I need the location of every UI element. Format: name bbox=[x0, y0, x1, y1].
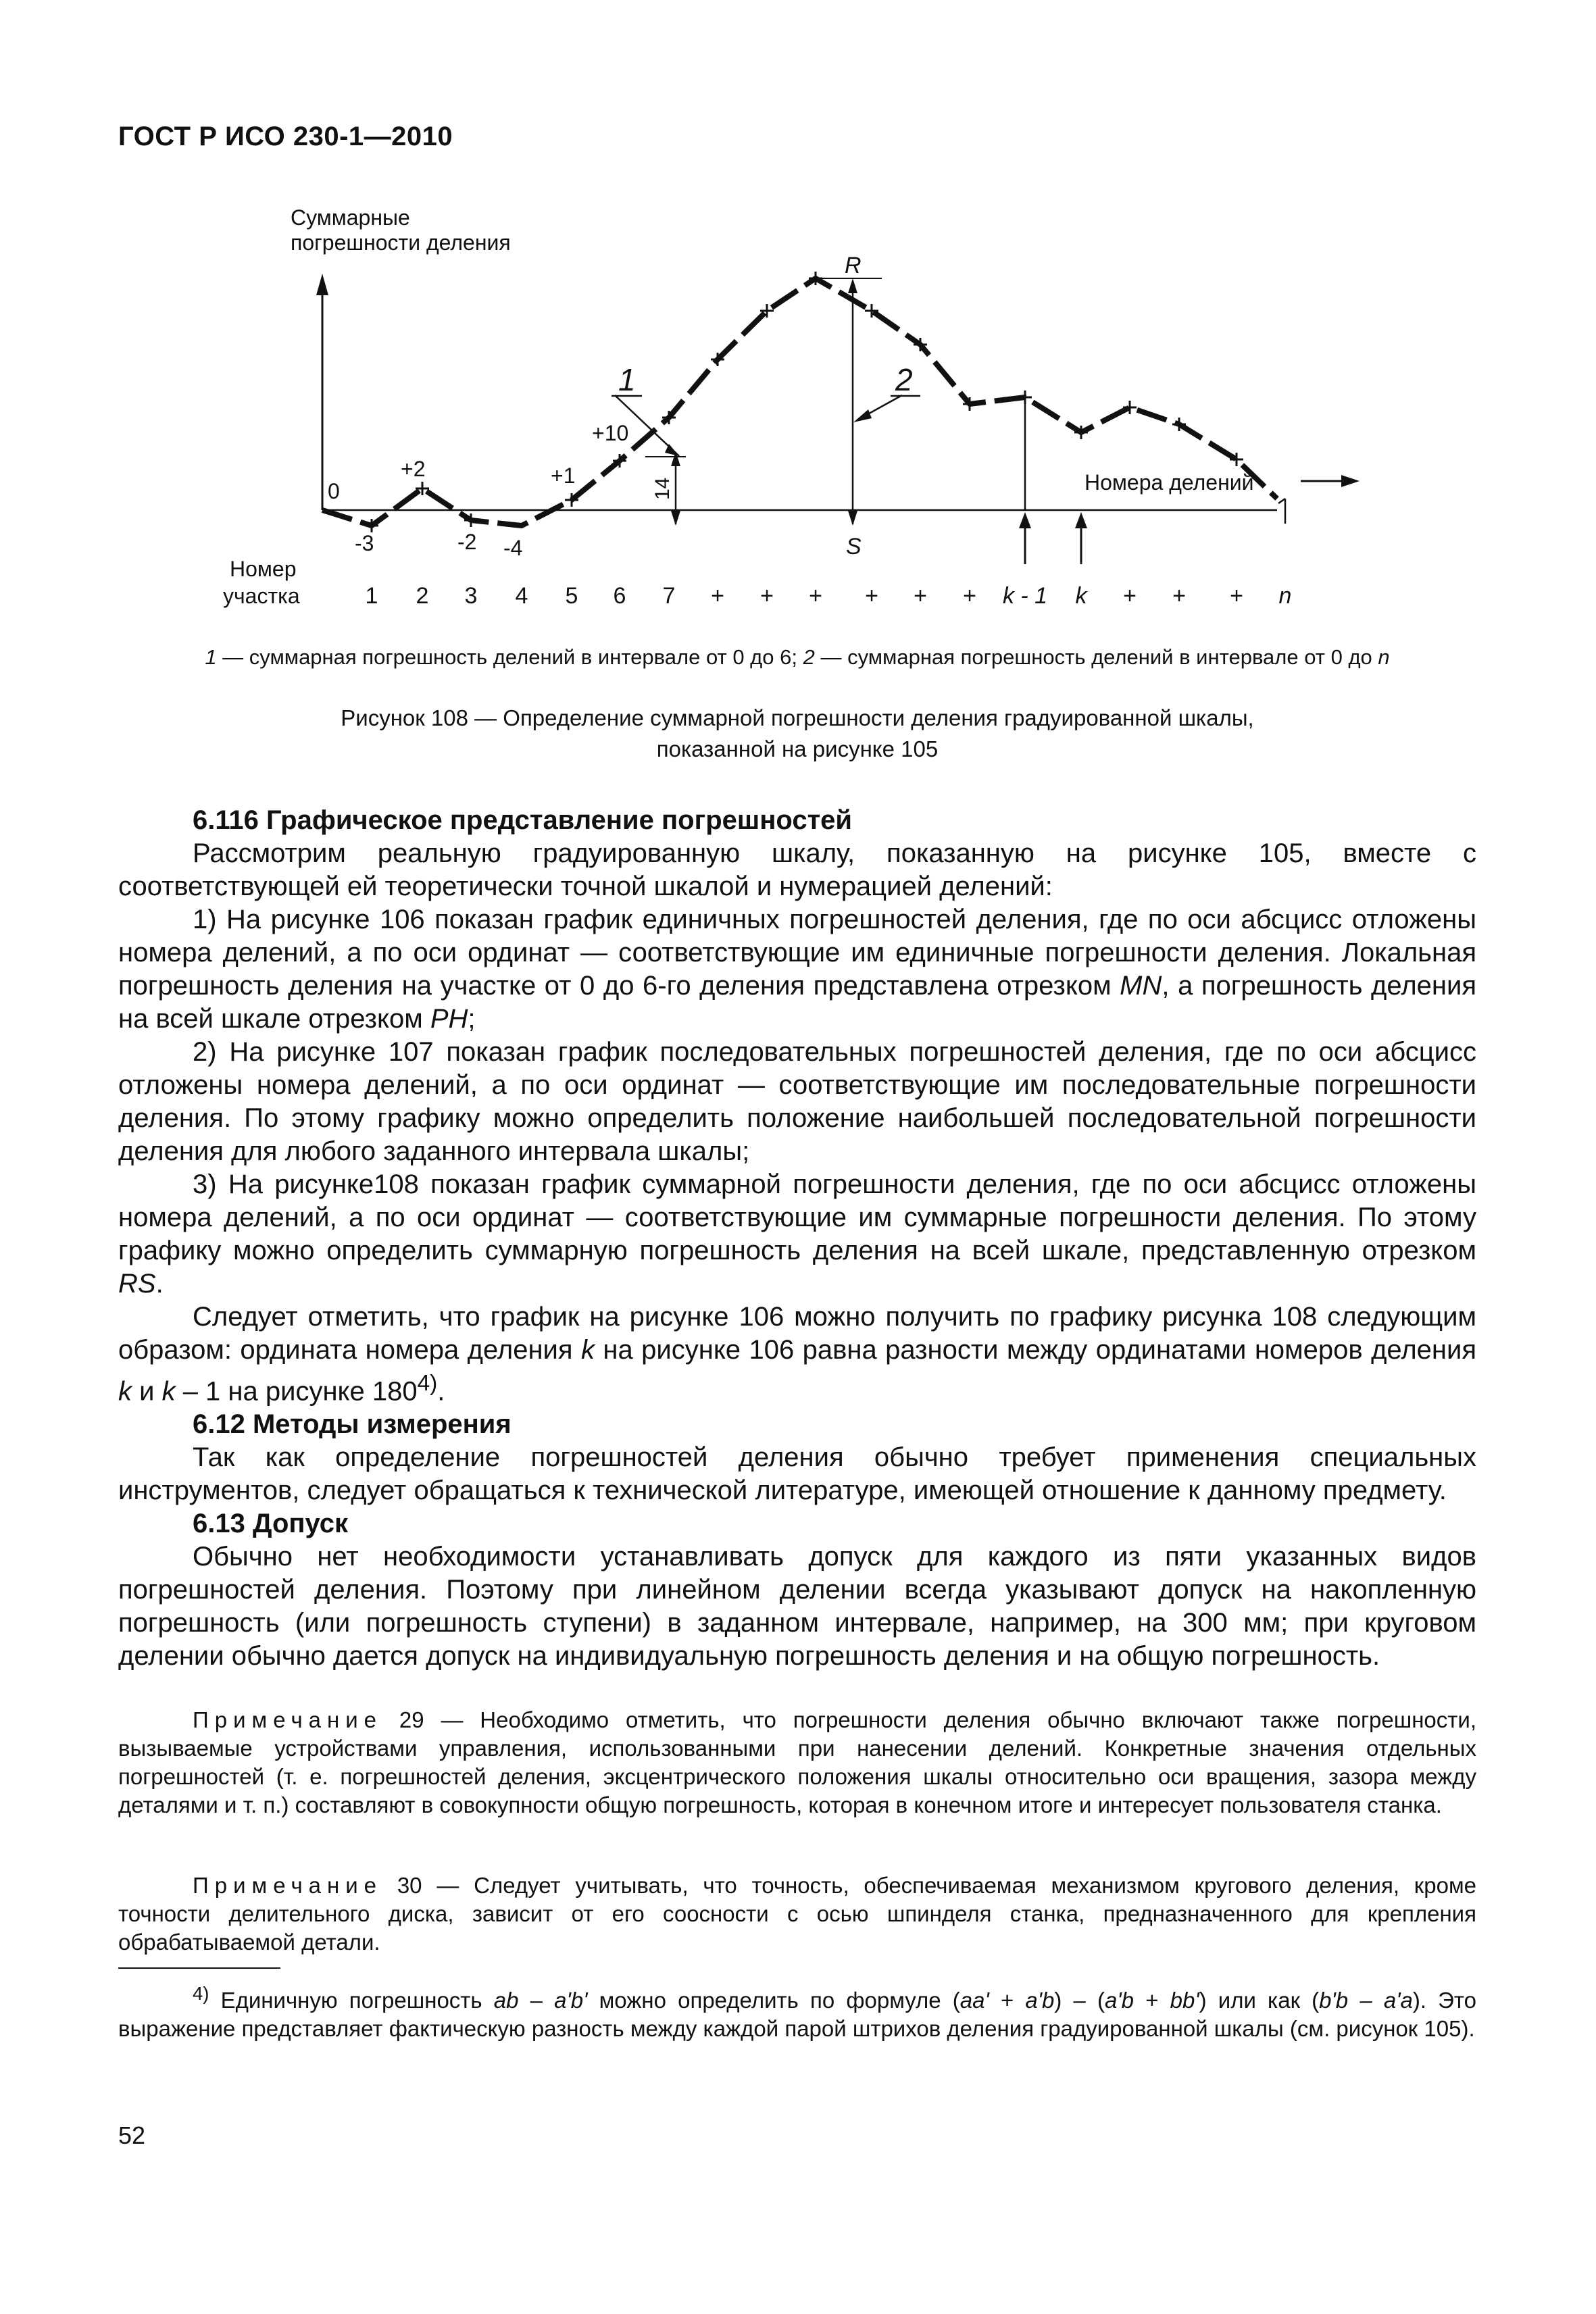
x-tick-label: 5 bbox=[565, 583, 578, 609]
x-tick-label: n bbox=[1278, 583, 1292, 609]
note-text: 29 — Необходимо отметить, что погрешности деления обычно включают также погрешности, вызываемые устройствами управления, использованными при нанесении делений. Конкретные значения отдельных погрешностей (т. е. погрешностей деления, эксцентрического положения шкалы относительно оси вращения, зазора между деталями и т. п.) составляют в совокупности общую погрешность, которая в конечном итоге и интересует пользователя станка. bbox=[118, 1707, 1476, 1817]
x-tick-label: + bbox=[1123, 583, 1137, 609]
x-tick-label: 3 bbox=[464, 583, 478, 609]
cumulative-error-figure bbox=[0, 0, 1596, 635]
paragraph: 2) На рисунке 107 показан график последовательных погрешностей деления, где по оси абсцисс отложены номера делений, а по оси ординат — соответствующие им последовательные погрешности деления. По этому графику можно определить положение наибольшей последовательной погрешности деления для любого заданного интервала шкалы; bbox=[118, 1037, 1476, 1166]
caption-line-2: показанной на рисунке 105 bbox=[656, 736, 939, 761]
x-axis-arrow-icon bbox=[1341, 475, 1360, 487]
x-tick-label: + bbox=[809, 583, 822, 609]
legend-var-n: n bbox=[1378, 645, 1390, 669]
heading-6-116: 6.116 Графическое представление погрешностей bbox=[193, 805, 852, 835]
x-tick-label: 7 bbox=[662, 583, 676, 609]
page-number: 52 bbox=[118, 2121, 146, 2149]
footnote-ref: 4) bbox=[417, 1371, 438, 1396]
heading-6-12: 6.12 Методы измерения bbox=[193, 1409, 512, 1440]
x-tick-label: 6 bbox=[613, 583, 626, 609]
row-label-line2: участка bbox=[223, 584, 300, 608]
x-tick-labels bbox=[366, 583, 1292, 609]
point-label-minus-3: -3 bbox=[355, 531, 374, 555]
x-axis-label: Номера делений bbox=[1084, 470, 1254, 495]
point-label-minus-2: -2 bbox=[457, 530, 477, 554]
legend-text-1: — суммарная погрешность делений в интервале от 0 до 6; bbox=[216, 645, 803, 669]
x-tick-label: + bbox=[1230, 583, 1243, 609]
note-29 bbox=[118, 1706, 1476, 1819]
body-text bbox=[118, 804, 1476, 1673]
x-tick-label: + bbox=[865, 583, 878, 609]
note-30 bbox=[118, 1871, 1476, 1957]
y-axis-arrow-icon bbox=[316, 274, 328, 295]
document-header: ГОСТ Р ИСО 230-1—2010 bbox=[118, 122, 453, 151]
paragraph: Так как определение погрешностей деления обычно требует применения специальных инструментов, следует обращаться к технической литературе, имеющей отношение к данному предмету. bbox=[118, 1442, 1476, 1506]
x-tick-label: + bbox=[711, 583, 724, 609]
legend-text-2: — суммарная погрешность делений в интервале от 0 до bbox=[814, 645, 1378, 669]
legend-num-2: 2 bbox=[803, 645, 815, 669]
point-label-plus-1: +1 bbox=[551, 463, 576, 488]
paragraph: Обычно нет необходимости устанавливать допуск для каждого из пяти указанных видов погрешностей деления. Поэтому при линейном делении всегда указывают допуск на накопленную погрешность (или погрешность ступени) в заданном интервале, например, на 300 мм; при круговом делении обычно дается допуск на индивидуальную погрешность деления и на общую погрешность. bbox=[118, 1542, 1476, 1671]
legend-num-1: 1 bbox=[205, 645, 217, 669]
y-axis-label-line1: Суммарные bbox=[291, 205, 410, 230]
paragraph: 3) На рисунке108 показан график суммарной погрешности деления, где по оси абсцисс отложены номера делений, а по оси ординат — соответствующие им суммарные погрешности деления. По этому графику можно определить суммарную погрешность деления на всей шкале, представленную отрезком RS. bbox=[118, 1169, 1476, 1299]
x-tick-label: k bbox=[1075, 583, 1087, 609]
callout-2-label: 2 bbox=[895, 362, 913, 397]
label-S: S bbox=[846, 534, 862, 559]
point-label-14: 14 bbox=[651, 477, 674, 500]
x-tick-label: k - 1 bbox=[1002, 583, 1048, 609]
note-label: Примечание bbox=[193, 1873, 383, 1898]
footnote: $^{4)}$ Единичную погрешность ab – a'b' можно определить по формуле (aa' + a'b) – (a'b + bb') или как (b'b – a'a). Это выражение представляет фактическую разность между каждой парой штрихов деления градуированной шкалы (см. рисунок 105). bbox=[118, 1983, 1476, 2041]
x-tick-label: + bbox=[963, 583, 976, 609]
x-tick-label: 2 bbox=[416, 583, 429, 609]
x-tick-label: 1 bbox=[365, 583, 378, 609]
paragraph: 1) На рисунке 106 показан график единичных погрешностей деления, где по оси абсцисс отложены номера делений, а по оси ординат — соответствующие им единичные погрешности деления. Локальная погрешность деления на участке от 0 до 6-го деления представлена отрезком MN, а погрешность деления на всей шкале отрезком PH; bbox=[118, 905, 1476, 1034]
heading-6-13: 6.13 Допуск bbox=[193, 1509, 349, 1539]
figure-caption bbox=[189, 703, 1405, 765]
x-tick-label: 4 bbox=[515, 583, 528, 609]
point-label-plus-10: +10 bbox=[592, 421, 629, 445]
paragraph: Рассмотрим реальную градуированную шкалу, показанную на рисунке 105, вместе с соответствующей ей теоретически точной шкалой и нумерацией делений: bbox=[118, 838, 1476, 901]
x-tick-label: + bbox=[1172, 583, 1186, 609]
footnote-divider bbox=[118, 1967, 280, 1969]
y-axis-label-line2: погрешности деления bbox=[291, 230, 511, 255]
point-label-zero: 0 bbox=[328, 479, 340, 503]
label-R: R bbox=[845, 253, 862, 278]
paragraph: Следует отметить, что график на рисунке 106 можно получить по графику рисунка 108 следующим образом: ордината номера деления k на рисунке 106 равна разности между ординатами номеров деления k и k – 1 на рисунке 180$^{4)}$. bbox=[118, 1302, 1477, 1407]
point-label-minus-4: -4 bbox=[503, 536, 523, 560]
caption-line-1: Рисунок 108 — Определение суммарной погрешности деления градуированной шкалы, bbox=[341, 705, 1254, 730]
row-label-line1: Номер bbox=[230, 557, 297, 581]
figure-legend bbox=[122, 645, 1473, 670]
note-label: Примечание bbox=[193, 1707, 383, 1732]
callout-1-label: 1 bbox=[618, 362, 636, 397]
x-tick-label: + bbox=[914, 583, 927, 609]
point-label-plus-2: +2 bbox=[401, 457, 426, 481]
x-tick-label: + bbox=[760, 583, 774, 609]
note-text: 30 — Следует учитывать, что точность, обеспечиваемая механизмом кругового деления, кроме точности делительного диска, зависит от его соосности с осью шпинделя станка, предназначенного для крепления обрабатываемой детали. bbox=[118, 1873, 1476, 1955]
